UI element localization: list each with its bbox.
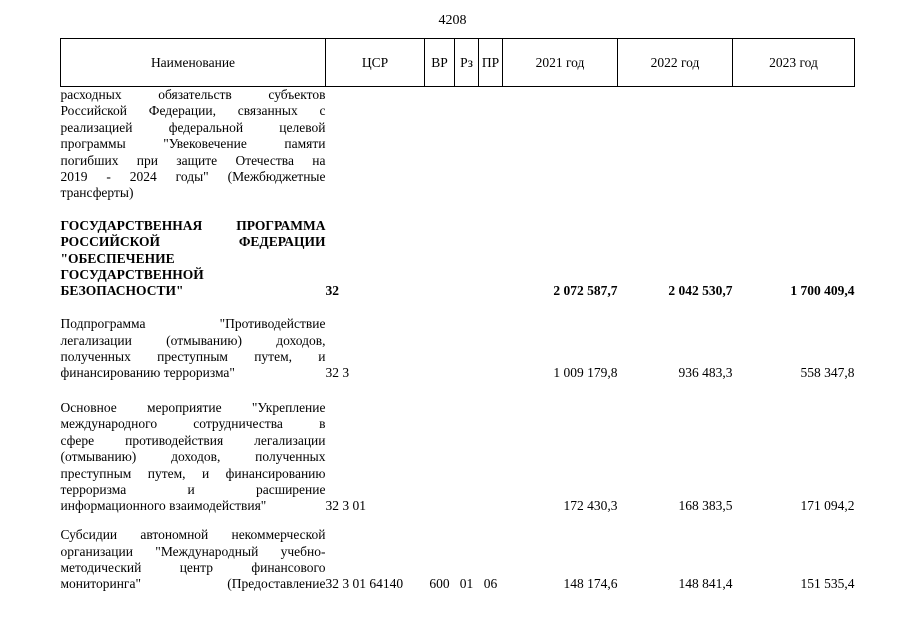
row-pr — [479, 87, 503, 202]
row-vr — [425, 382, 455, 515]
row-2022: 168 383,5 — [678, 498, 733, 514]
row-pr: 06 — [483, 576, 498, 592]
row-name — [61, 382, 326, 515]
row-pr — [479, 382, 503, 515]
row-vr: 600 — [429, 576, 450, 592]
name-line: Подпрограмма "Противодействие — [60, 316, 326, 332]
name-line: терроризма и расширение — [60, 482, 326, 498]
header-vr: ВР — [425, 39, 455, 87]
name-line: трансферты) — [60, 185, 134, 201]
name-line: сфере противодействия легализации — [60, 432, 326, 448]
row-name — [61, 202, 326, 300]
name-line: Основное мероприятие "Укрепление — [60, 400, 326, 415]
row-name — [61, 300, 326, 382]
name-line: преступным путем, и финансированию — [60, 465, 326, 481]
row-2021 — [503, 87, 618, 202]
row-2021: 172 430,3 — [563, 498, 618, 514]
table-row — [61, 87, 855, 202]
name-line: программы "Увековечение памяти — [60, 136, 326, 152]
name-line: методический центр финансового — [60, 560, 326, 576]
row-name — [61, 515, 326, 593]
row-2022 — [618, 87, 733, 202]
name-line: информационного взаимодействия" — [60, 498, 267, 514]
row-rz — [455, 382, 479, 515]
row-2021: 1 009 179,8 — [553, 365, 618, 381]
name-line: реализацией федеральной целевой — [60, 119, 326, 135]
row-2023: 151 535,4 — [800, 576, 855, 592]
table-row — [61, 300, 855, 382]
name-line: погибших при защите Отечества на — [60, 152, 326, 168]
row-csr: 32 — [325, 283, 339, 299]
name-line: (отмыванию) доходов, полученных — [60, 449, 326, 465]
row-pr — [479, 300, 503, 382]
row-csr: 32 3 01 — [325, 498, 366, 514]
row-2022: 2 042 530,7 — [668, 283, 733, 299]
name-line: РОССИЙСКОЙ ФЕДЕРАЦИИ — [60, 234, 326, 250]
name-line: Российской Федерации, связанных с — [60, 103, 326, 119]
name-line: международного сотрудничества в — [60, 416, 326, 432]
name-line: финансированию терроризма" — [60, 365, 235, 381]
name-line: 2019 - 2024 годы" (Межбюджетные — [60, 169, 326, 185]
header-2023: 2023 год — [733, 39, 855, 87]
name-line: Субсидии автономной некоммерческой — [60, 527, 326, 543]
row-vr — [425, 202, 455, 300]
page-number: 4208 — [438, 13, 467, 28]
row-rz: 01 — [459, 576, 474, 592]
row-csr: 32 3 01 64140 — [325, 576, 404, 592]
name-line: организации "Международный учебно- — [60, 543, 326, 559]
row-pr — [479, 202, 503, 300]
row-2021: 2 072 587,7 — [553, 283, 618, 299]
row-rz — [455, 300, 479, 382]
header-pr: ПР — [479, 39, 503, 87]
header-rz: Рз — [455, 39, 479, 87]
header-2022: 2022 год — [618, 39, 733, 87]
row-2023: 171 094,2 — [800, 498, 855, 514]
table-header-row — [61, 39, 855, 87]
row-rz — [455, 202, 479, 300]
row-name — [61, 87, 326, 202]
table-row — [61, 202, 855, 300]
header-name: Наименование — [61, 39, 326, 87]
row-2022: 148 841,4 — [678, 576, 733, 592]
name-line: ГОСУДАРСТВЕННАЯ ПРОГРАММА — [60, 217, 326, 233]
row-rz — [455, 87, 479, 202]
name-line: ГОСУДАРСТВЕННОЙ — [60, 267, 204, 283]
table-row — [61, 382, 855, 515]
row-2021: 148 174,6 — [563, 576, 618, 592]
row-2023: 558 347,8 — [800, 365, 855, 381]
name-line: "ОБЕСПЕЧЕНИЕ — [60, 250, 175, 266]
header-2021: 2021 год — [503, 39, 618, 87]
table-row — [61, 515, 855, 593]
row-csr: 32 3 — [325, 365, 350, 381]
name-line: легализации (отмыванию) доходов, — [60, 332, 326, 348]
row-2023: 1 700 409,4 — [790, 283, 855, 299]
row-2023 — [733, 87, 855, 202]
name-line: мониторинга" (Предоставление — [60, 576, 326, 592]
row-vr — [425, 87, 455, 202]
budget-table — [60, 38, 855, 593]
name-line: БЕЗОПАСНОСТИ" — [60, 283, 184, 299]
name-line: полученных преступным путем, и — [60, 349, 326, 365]
header-csr: ЦСР — [326, 39, 425, 87]
row-csr — [326, 87, 425, 202]
row-vr — [425, 300, 455, 382]
name-line: расходных обязательств субъектов — [60, 87, 326, 102]
row-2022: 936 483,3 — [678, 365, 733, 381]
